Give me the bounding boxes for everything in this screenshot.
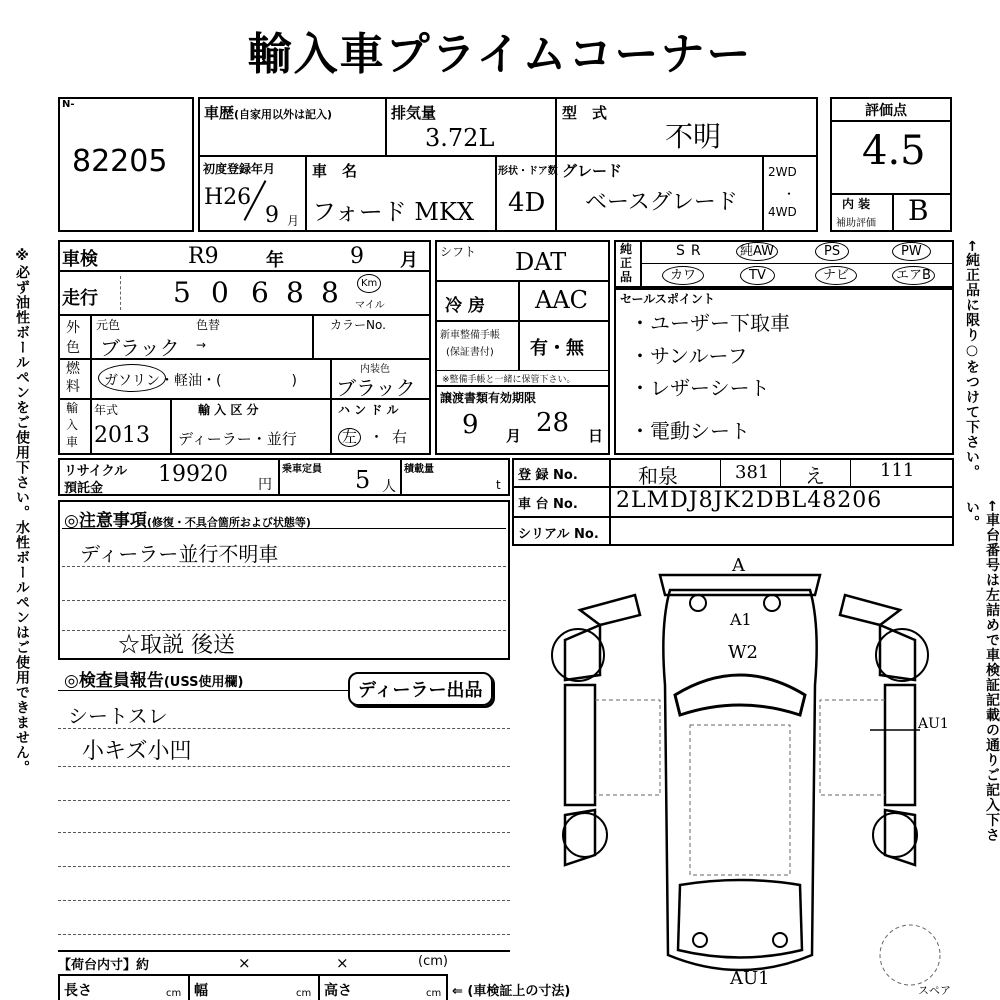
transfer-day: 28 — [536, 408, 570, 438]
orig-color-label: 元色 — [96, 318, 121, 332]
manual-sub: (保証書付) — [446, 347, 494, 358]
capacity-unit: 人 — [382, 479, 396, 495]
lot-box — [58, 97, 194, 232]
inspection-month: 9 — [350, 244, 364, 269]
fuel-side-label: 燃料 — [66, 361, 80, 395]
interior-score-sub: 補助評価 — [836, 218, 876, 229]
mileage-digits — [120, 276, 346, 310]
year-label: 年式 — [94, 403, 119, 417]
color-arrow: → — [196, 338, 207, 352]
manual-value: 有・無 — [530, 338, 584, 359]
model-type-value: 不明 — [665, 120, 722, 153]
chassis-label: 車 台 No. — [518, 497, 578, 512]
drive-dot: ・ — [783, 187, 796, 201]
mileage-label: 走行 — [62, 288, 98, 309]
dims-width: 幅 — [194, 983, 208, 999]
sales-point-item: ・レザーシート — [630, 376, 770, 400]
lot-number: 82205 — [72, 144, 168, 179]
genuine-aw: 純AW — [736, 242, 778, 261]
notes-label: ◎注意事項(修復・不具合箇所および状態等) — [64, 511, 311, 531]
sales-point-item: ・サンルーフ — [630, 344, 748, 368]
import-cat-value: ディーラー・並行 — [178, 430, 297, 448]
mileage-digit: 8 — [321, 276, 339, 309]
displacement-value: 3.72L — [425, 124, 495, 152]
dims-length-unit: cm — [166, 988, 182, 999]
interior-score-value: B — [908, 194, 929, 227]
sales-point-item: ・ユーザー下取車 — [630, 311, 790, 335]
damage-mark-w2: W2 — [728, 642, 758, 663]
recycle-unit: 円 — [258, 477, 272, 493]
color-code-label: カラーNo. — [330, 318, 386, 332]
handle-label: ハ ン ド ル — [338, 403, 399, 417]
dims-height: 高さ — [324, 983, 352, 999]
shift-label: シフト — [440, 245, 477, 259]
load-label: 積載量 — [404, 464, 434, 475]
registration-class: 381 — [735, 462, 770, 483]
transfer-label: 譲渡書類有効期限 — [440, 391, 537, 405]
genuine-sr: SR — [676, 243, 707, 259]
grade-label: グレード — [562, 162, 623, 180]
genuine-tv: TV — [740, 266, 775, 285]
recycle-value: 19920 — [158, 462, 228, 487]
manual-label: 新車整備手帳 — [440, 330, 500, 341]
inspector-line-1: シートスレ — [68, 704, 168, 728]
orig-color-value: ブラック — [100, 336, 180, 360]
mileage-digit: 8 — [286, 276, 304, 309]
notes-line-1: ディーラー並行不明車 — [80, 542, 279, 566]
transfer-month-unit: 月 — [506, 427, 522, 445]
score-value: 4.5 — [862, 128, 926, 174]
mileage-digit: 5 — [173, 276, 191, 309]
genuine-pw: PW — [892, 242, 931, 261]
ac-label: 冷 房 — [445, 296, 485, 316]
score-label: 評価点 — [865, 103, 907, 119]
history-label: 車歴(自家用以外は記入) — [204, 104, 333, 122]
mileage-unit-km: Km — [357, 274, 381, 293]
genuine-side-label: 純正品 — [620, 242, 633, 284]
mileage-unit-mile: マイル — [355, 300, 385, 311]
dims-length: 長さ — [64, 983, 92, 999]
inspector-label: ◎検査員報告(USS使用欄) — [64, 671, 244, 691]
ac-value: AAC — [535, 286, 589, 314]
genuine-airbag: エアB — [892, 266, 935, 285]
load-unit: t — [496, 478, 501, 492]
registration-kana: え — [805, 464, 825, 488]
spare-label: スペア — [918, 984, 951, 997]
grade-value: ベースグレード — [585, 190, 738, 215]
capacity-value: 5 — [355, 466, 371, 494]
first-reg-month: 9 — [265, 203, 279, 228]
color-change-label: 色替 — [196, 318, 221, 332]
year-value: 2013 — [94, 423, 150, 448]
left-margin-note: ※必ず油性ボールペンをご使用下さい。水性ボールペンはご使用できません。 — [14, 248, 30, 775]
dealer-badge: ディーラー出品 — [348, 672, 493, 706]
chassis-value: 2LMDJ8JK2DBL48206 — [616, 488, 883, 513]
right-margin-note-genuine: ←純正品に限り○をつけて下さい。 — [964, 240, 980, 480]
dims-height-unit: cm — [426, 988, 442, 999]
model-type-label: 型 式 — [562, 104, 608, 122]
damage-mark-au1-side: AU1 — [918, 716, 949, 732]
first-reg-month-unit: 月 — [287, 214, 300, 228]
cargo-row — [58, 950, 510, 974]
damage-mark-front: A — [732, 555, 745, 576]
transfer-month: 9 — [462, 410, 479, 440]
notes-line-2: ☆取説 後送 — [118, 633, 235, 658]
dims-width-unit: cm — [296, 988, 312, 999]
import-side-label: 輸入車 — [66, 401, 79, 449]
displacement-label: 排気量 — [391, 104, 437, 122]
damage-mark-au1-rear: AU1 — [730, 968, 770, 989]
recycle-label: リサイクル — [64, 464, 128, 479]
dims-row — [58, 974, 448, 1000]
inspection-label: 車検 — [62, 249, 98, 270]
inspection-month-unit: 月 — [400, 250, 418, 271]
sales-point-item: ・電動シート — [630, 419, 750, 443]
inspection-year-unit: 年 — [266, 250, 284, 271]
drive-2wd: 2WD — [768, 165, 797, 179]
inspector-line-2: 小キズ小凹 — [82, 739, 192, 764]
dims-note: ⇐ (車検証上の寸法) — [452, 984, 571, 999]
transfer-day-unit: 日 — [588, 427, 604, 445]
registration-area: 和泉 — [638, 464, 678, 488]
car-name-label: 車 名 — [312, 162, 358, 180]
cargo-label: 【荷台内寸】約 — [58, 958, 150, 973]
right-margin-note-chassis: ←車台番号は左詰めで車検証記載の通りご記入下さい。 — [964, 500, 1000, 843]
genuine-leather: カワ — [662, 266, 704, 285]
interior-color-value: ブラック — [336, 376, 416, 400]
recycle-sub: 預託金 — [64, 481, 104, 496]
registration-label: 登 録 No. — [518, 468, 578, 483]
shift-value: DAT — [515, 248, 567, 276]
import-cat-label: 輸 入 区 分 — [198, 403, 259, 417]
first-reg-label: 初度登録年月 — [203, 162, 276, 176]
manual-note: ※整備手帳と一緒に保管下さい。 — [442, 375, 576, 385]
serial-label: シリアル No. — [518, 527, 599, 542]
damage-mark-a1: A1 — [730, 610, 752, 629]
color-side-label: 外色 — [66, 320, 80, 356]
car-name-value: フォード MKX — [312, 198, 475, 226]
cargo-x2: × — [336, 954, 349, 972]
mileage-digit: 6 — [251, 276, 269, 309]
lot-prefix: N- — [62, 99, 75, 110]
handle-options: 左 ・ 右 — [338, 426, 407, 447]
interior-color-label: 内装色 — [360, 364, 390, 375]
page-title: 輸入車プライムコーナー — [247, 29, 753, 80]
mileage-digit: 0 — [211, 276, 229, 309]
interior-score-label: 内 装 — [842, 197, 871, 211]
drive-4wd: 4WD — [768, 205, 797, 219]
capacity-label: 乗車定員 — [282, 464, 322, 475]
genuine-navi: ナビ — [815, 266, 857, 285]
cargo-unit: (cm) — [418, 954, 448, 969]
registration-num: 111 — [880, 460, 915, 481]
cargo-x1: × — [238, 954, 251, 972]
doors-label: 形状・ドア数 — [498, 166, 558, 177]
inspection-era: R9 — [188, 244, 219, 269]
fuel-options: ガソリン・軽油・( ) — [104, 373, 297, 389]
genuine-ps: PS — [815, 242, 849, 261]
first-reg-era: H26 — [204, 185, 252, 210]
sales-points-label: セールスポイント — [620, 292, 715, 306]
doors-value: 4D — [508, 188, 546, 218]
